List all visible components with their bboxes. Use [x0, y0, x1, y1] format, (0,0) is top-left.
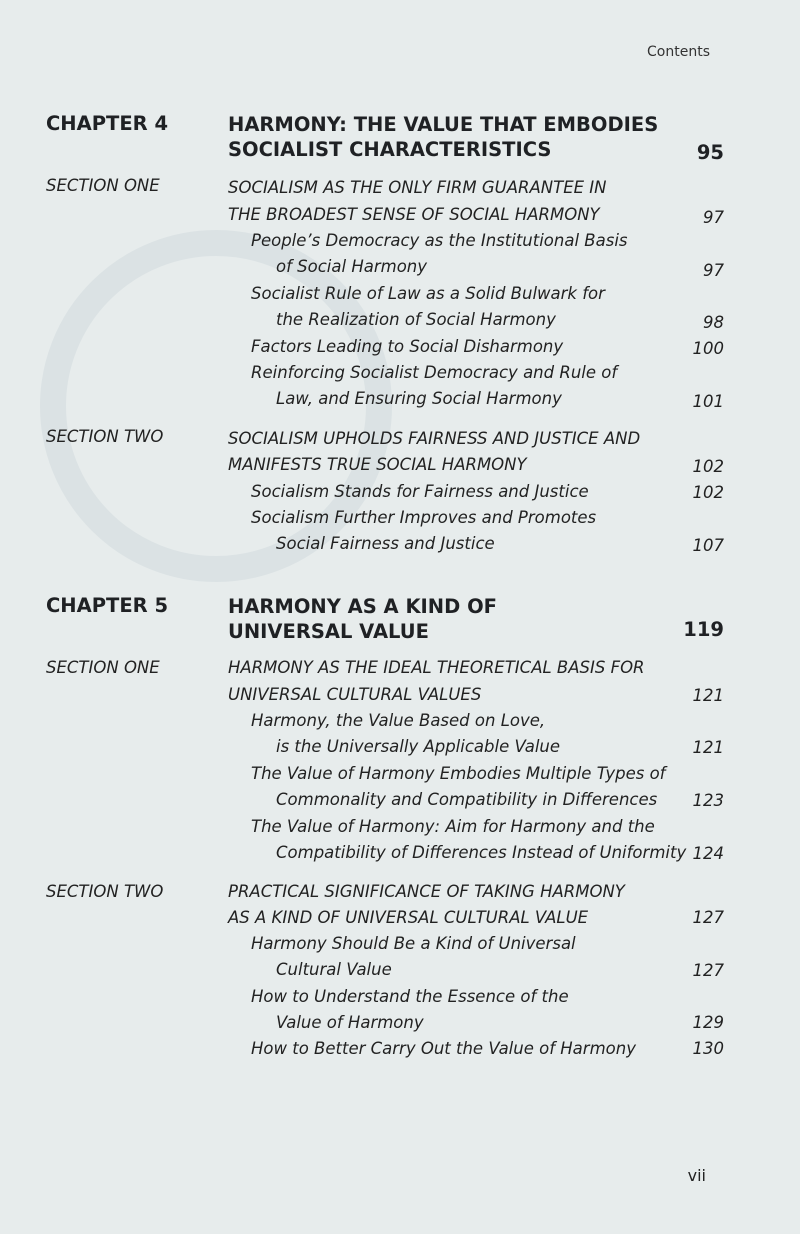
toc-entry: is the Universally Applicable Value [276, 737, 561, 756]
page-number: 102 [692, 483, 724, 502]
chapter-label: CHAPTER 4 [46, 112, 169, 135]
toc-entry: Socialism Stands for Fairness and Justice [251, 482, 589, 501]
page-number: 107 [692, 536, 724, 555]
chapter-title-line: HARMONY: THE VALUE THAT EMBODIES [228, 113, 659, 136]
section-heading: THE BROADEST SENSE OF SOCIAL HARMONY [228, 205, 600, 224]
page-number: 102 [692, 457, 724, 476]
section-label: SECTION ONE [46, 176, 160, 195]
page-folio: vii [687, 1166, 706, 1185]
chapter-title [228, 112, 668, 162]
chapter-title-line: SOCIALIST CHARACTERISTICS [228, 138, 552, 161]
running-head: Contents [647, 44, 710, 60]
section-heading: SOCIALISM AS THE ONLY FIRM GUARANTEE IN [228, 178, 607, 197]
toc-entry: Factors Leading to Social Disharmony [251, 337, 564, 356]
page-number: 97 [703, 208, 724, 227]
page-number: 98 [703, 313, 724, 332]
section-heading: SOCIALISM UPHOLDS FAIRNESS AND JUSTICE AND [228, 429, 641, 448]
section-heading: MANIFESTS TRUE SOCIAL HARMONY [228, 455, 527, 474]
toc-entry: Social Fairness and Justice [276, 534, 495, 553]
chapter-label: CHAPTER 5 [46, 594, 169, 617]
chapter-page-number: 119 [683, 618, 724, 641]
toc-entry: Cultural Value [276, 960, 392, 979]
page-number: 130 [692, 1039, 724, 1058]
page-number: 97 [703, 261, 724, 280]
section-label: SECTION ONE [46, 658, 160, 677]
page-number: 127 [692, 908, 724, 927]
toc-entry: of Social Harmony [276, 257, 428, 276]
page-number: 124 [692, 844, 724, 863]
chapter-title-line: UNIVERSAL VALUE [228, 620, 429, 643]
toc-entry: Harmony Should Be a Kind of Universal [251, 934, 576, 953]
toc-entry: Socialist Rule of Law as a Solid Bulwark for [251, 284, 605, 303]
section-label: SECTION TWO [46, 882, 164, 901]
toc-entry: The Value of Harmony: Aim for Harmony and the [251, 817, 655, 836]
page-number: 123 [692, 791, 724, 810]
section-heading: PRACTICAL SIGNIFICANCE OF TAKING HARMONY [228, 882, 625, 901]
toc-entry: The Value of Harmony Embodies Multiple Types of [251, 764, 666, 783]
toc-entry: People’s Democracy as the Institutional Basis [251, 231, 628, 250]
page-number: 127 [692, 961, 724, 980]
chapter-page-number: 95 [696, 141, 724, 164]
toc-entry: Harmony, the Value Based on Love, [251, 711, 546, 730]
toc-entry: How to Understand the Essence of the [251, 987, 569, 1006]
page-number: 100 [692, 339, 724, 358]
chapter-title [228, 594, 668, 644]
page-number: 129 [692, 1013, 724, 1032]
page-number: 121 [692, 738, 724, 757]
toc-entry: Value of Harmony [276, 1013, 424, 1032]
toc-entry: Commonality and Compatibility in Differences [276, 790, 658, 809]
section-heading: HARMONY AS THE IDEAL THEORETICAL BASIS FOR [228, 658, 645, 677]
page-number: 121 [692, 686, 724, 705]
section-heading: UNIVERSAL CULTURAL VALUES [228, 685, 482, 704]
toc-entry: Reinforcing Socialist Democracy and Rule of [251, 363, 618, 382]
toc-entry: Law, and Ensuring Social Harmony [276, 389, 562, 408]
toc-entry: the Realization of Social Harmony [276, 310, 556, 329]
toc-entry: Compatibility of Differences Instead of Uniformity [276, 843, 687, 862]
page-number: 101 [692, 392, 724, 411]
toc-entry: Socialism Further Improves and Promotes [251, 508, 597, 527]
section-heading: AS A KIND OF UNIVERSAL CULTURAL VALUE [228, 908, 589, 927]
toc-entry: How to Better Carry Out the Value of Harmony [251, 1039, 636, 1058]
chapter-title-line: HARMONY AS A KIND OF [228, 595, 498, 618]
section-label: SECTION TWO [46, 427, 164, 446]
